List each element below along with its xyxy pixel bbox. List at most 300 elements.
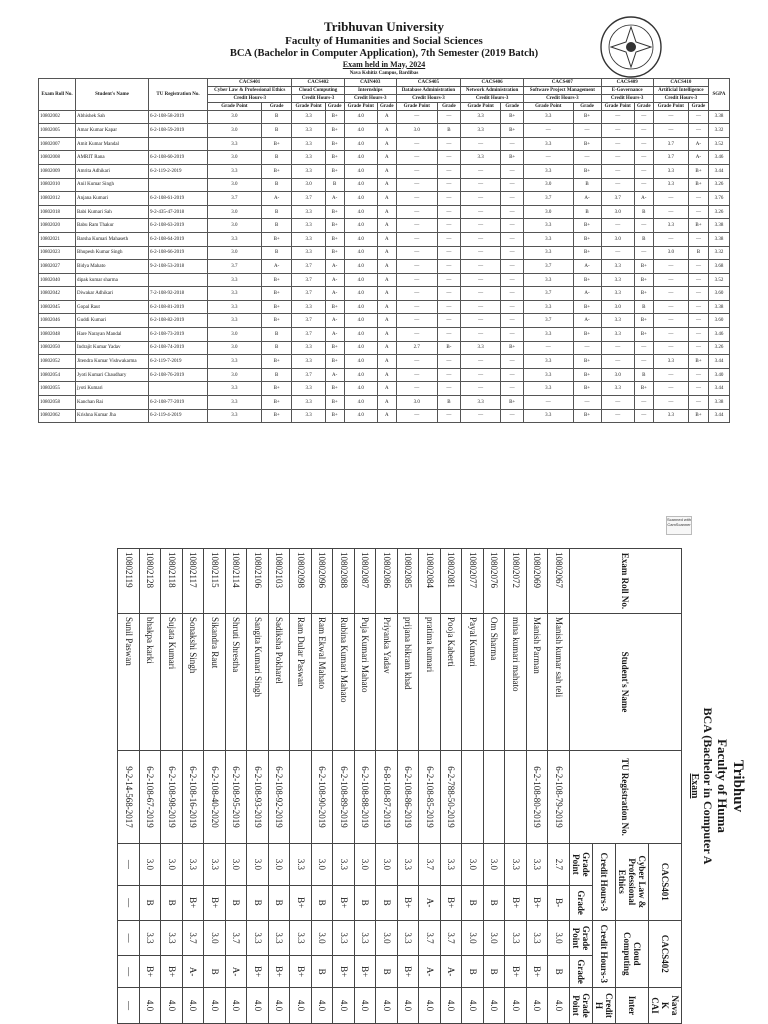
grade-cell: B — [437, 396, 460, 410]
grade-cell: — — [437, 232, 460, 246]
grade-cell: — — [573, 396, 601, 410]
reg-cell: 6-2-108-85-2019 — [419, 751, 441, 844]
reg-cell: 6-2-108-86-2019 — [398, 751, 420, 844]
grade-point-cell: — — [396, 205, 437, 219]
grade-point-cell: 3.3 — [601, 287, 634, 301]
roll-cell: 10802069 — [527, 549, 549, 614]
grade-point-cell: 3.0 — [462, 844, 484, 886]
grade-point-cell: 3.3 — [505, 920, 527, 956]
reg-cell — [149, 382, 208, 396]
grade-cell: B+ — [325, 382, 344, 396]
grade-cell: B — [573, 178, 601, 192]
grade-point-cell: 4.0 — [290, 987, 312, 1023]
grade-point-cell: 3.0 — [396, 124, 437, 138]
grade-point-cell: — — [653, 382, 688, 396]
grade-point-cell: 3.3 — [524, 328, 573, 342]
grade-point-cell: 3.0 — [208, 328, 262, 342]
grade-cell: B — [261, 246, 292, 260]
subject-code: CAIN403 — [344, 78, 396, 86]
grade-cell: B — [355, 885, 377, 920]
roll-cell: 10802048 — [39, 328, 76, 342]
grade-cell: B — [261, 151, 292, 165]
grade-cell: A- — [325, 328, 344, 342]
name-cell: Amrita Adhikari — [76, 164, 149, 178]
grade-point-cell: 4.0 — [226, 987, 248, 1023]
grade-cell: B+ — [325, 355, 344, 369]
reg-cell: 6-2-119-2-2019 — [149, 164, 208, 178]
subject-name: Artificial Intelligence — [653, 86, 708, 94]
grade-cell: A — [377, 341, 396, 355]
grade-point-cell: 3.3 — [292, 137, 325, 151]
reg-cell: 6-2-108-79-2019 — [548, 751, 570, 844]
reg-cell: 6-2-119-4-2019 — [149, 409, 208, 423]
program-title: BCA (Bachelor in Computer Application), 7th Semester (2019 Batch) — [229, 47, 539, 59]
table-row — [39, 300, 730, 314]
reg-cell: 6-2-108-60-2019 — [149, 151, 208, 165]
grade-point-cell: 3.7 — [441, 920, 463, 956]
grade-cell: — — [688, 314, 708, 328]
subject-name: Cyber Law & Professional Ethics — [208, 86, 292, 94]
grade-cell: B+ — [325, 137, 344, 151]
grade-point-cell: 4.0 — [344, 178, 377, 192]
grade-point-cell: — — [524, 124, 573, 138]
name-cell: Amit Kumar Mandal — [76, 137, 149, 151]
grade-cell: B — [269, 885, 291, 920]
subject-name: Software Project Management — [524, 86, 601, 94]
subject-code: CACS410 — [653, 78, 708, 86]
table-row — [39, 396, 730, 410]
grade-point-cell: 3.0 — [247, 844, 269, 886]
grade-cell: A — [377, 314, 396, 328]
grade-point-cell: 3.3 — [461, 151, 501, 165]
grade-point-cell: 3.3 — [292, 219, 325, 233]
table-row — [39, 409, 730, 423]
grade-point-cell: 3.3 — [461, 110, 501, 124]
grade-cell: B+ — [261, 409, 292, 423]
grade-cell: B+ — [325, 341, 344, 355]
grade-point-cell: — — [461, 232, 501, 246]
grade-cell: — — [437, 355, 460, 369]
faculty-title: Faculty of Humanities and Social Sciences — [285, 34, 483, 47]
grade-cell: B — [161, 885, 183, 920]
sgpa-cell: 3.32 — [709, 124, 730, 138]
grade-point-cell: 3.0 — [208, 341, 262, 355]
grade-point-cell: — — [653, 124, 688, 138]
reg-cell — [462, 751, 484, 844]
grade-cell: B+ — [441, 885, 463, 920]
grade-point-cell: 3.3 — [441, 844, 463, 886]
grade-point-cell: 3.3 — [292, 409, 325, 423]
reg-cell — [149, 137, 208, 151]
grade-point-cell: 3.3 — [140, 920, 162, 956]
grade-point-cell: 3.3 — [292, 396, 325, 410]
grade-cell: — — [437, 246, 460, 260]
grade-cell: A- — [573, 192, 601, 206]
grade-cell: A — [377, 300, 396, 314]
grade-point-cell: 3.0 — [208, 178, 262, 192]
name-cell: Babi Kumari Sah — [76, 205, 149, 219]
grade-cell: A- — [419, 885, 441, 920]
grade-point-cell: 3.3 — [204, 844, 226, 886]
subject-name: Cyber Law & Professional Ethics — [616, 844, 649, 921]
name-cell: Anjana Kumari — [76, 192, 149, 206]
grade-cell: — — [437, 328, 460, 342]
grade-point-cell: — — [396, 300, 437, 314]
grade-cell: B+ — [501, 124, 524, 138]
table-row — [39, 246, 730, 260]
credit-hours: Credit Hours-3 — [461, 94, 524, 102]
grade-cell: A- — [325, 314, 344, 328]
grade-cell: B+ — [325, 164, 344, 178]
col-name: Student's Name — [570, 614, 682, 751]
grade-cell: A — [377, 110, 396, 124]
grade-point-cell: 3.3 — [524, 137, 573, 151]
subject-code: CACS401 — [208, 78, 292, 86]
subject-code: CACS405 — [396, 78, 460, 86]
grade-cell: — — [688, 205, 708, 219]
grade-cell: B — [484, 885, 506, 920]
grade-cell: B+ — [573, 382, 601, 396]
grade-point-cell: 4.0 — [247, 987, 269, 1023]
reg-cell — [149, 178, 208, 192]
grade-point-cell: — — [524, 396, 573, 410]
name-cell: Jitendra Kumar Vishwakarma — [76, 355, 149, 369]
grade-point-cell: — — [396, 232, 437, 246]
roll-cell: 10802058 — [39, 396, 76, 410]
sgpa-cell: 3.38 — [709, 232, 730, 246]
grade-cell: B — [261, 110, 292, 124]
grade-cell: A- — [634, 192, 653, 206]
roll-cell: 10802087 — [355, 549, 377, 614]
reg-cell — [505, 751, 527, 844]
grade-point-cell: — — [396, 287, 437, 301]
reg-cell: 6-2-108-16-2019 — [183, 751, 205, 844]
grade-cell: A — [377, 260, 396, 274]
grade-point-cell: 3.3 — [601, 328, 634, 342]
camscanner-stamp — [666, 516, 692, 535]
grade-point-label: Grade Point — [653, 102, 688, 110]
grade-cell: B — [634, 300, 653, 314]
grade-point-cell: 4.0 — [344, 368, 377, 382]
grade-cell: — — [437, 260, 460, 274]
name-cell: Manish Parman — [527, 614, 549, 751]
credit-hours: Credit Hours-3 — [593, 920, 616, 987]
roll-cell: 10802005 — [39, 124, 76, 138]
grade-point-cell: 3.0 — [396, 396, 437, 410]
grade-cell: B+ — [634, 314, 653, 328]
roll-cell: 10802012 — [39, 192, 76, 206]
roll-cell: 10802062 — [39, 409, 76, 423]
grade-cell: B+ — [573, 368, 601, 382]
grade-point-cell: — — [653, 328, 688, 342]
sgpa-cell: 3.46 — [709, 328, 730, 342]
grade-point-cell: 4.0 — [344, 355, 377, 369]
rotated-program-title: BCA (Bachelor in Computer A — [700, 707, 715, 865]
grade-cell: B+ — [261, 396, 292, 410]
grade-point-cell: 4.0 — [344, 232, 377, 246]
grade-cell: B+ — [573, 137, 601, 151]
grade-point-cell: 4.0 — [344, 124, 377, 138]
sgpa-cell: 3.52 — [709, 273, 730, 287]
grade-label: Grade — [261, 102, 292, 110]
grade-cell: — — [437, 287, 460, 301]
grade-point-cell: 3.0 — [653, 246, 688, 260]
grade-cell: — — [501, 355, 524, 369]
grade-point-cell: 4.0 — [183, 987, 205, 1023]
grade-cell: — — [501, 137, 524, 151]
grade-point-cell: — — [461, 355, 501, 369]
grade-point-cell: 4.0 — [527, 987, 549, 1023]
grade-point-cell: 3.3 — [247, 920, 269, 956]
grade-point-cell: 3.0 — [269, 844, 291, 886]
grade-cell: B — [462, 885, 484, 920]
roll-cell: 10802085 — [398, 549, 420, 614]
grade-label: Grade — [325, 102, 344, 110]
roll-cell: 10802106 — [247, 549, 269, 614]
roll-cell: 10802021 — [39, 232, 76, 246]
roll-cell: 10802027 — [39, 260, 76, 274]
table-row — [39, 178, 730, 192]
roll-cell: 10802052 — [39, 355, 76, 369]
roll-cell: 10802096 — [312, 549, 334, 614]
grade-point-cell: 3.3 — [292, 341, 325, 355]
grade-cell: B — [261, 178, 292, 192]
roll-cell: 10802077 — [462, 549, 484, 614]
grade-cell: A — [377, 382, 396, 396]
grade-point-cell: 4.0 — [344, 260, 377, 274]
grade-cell: — — [437, 368, 460, 382]
grade-point-cell: — — [653, 232, 688, 246]
grade-cell: A — [377, 287, 396, 301]
grade-point-cell: 3.3 — [292, 124, 325, 138]
campus-name: Nava Kshitiz Campus, Bardibas — [349, 70, 419, 76]
grade-point-cell: 3.3 — [653, 178, 688, 192]
table-row — [39, 341, 730, 355]
grade-point-cell: — — [601, 151, 634, 165]
grade-point-cell: — — [653, 287, 688, 301]
grade-point-cell: 3.0 — [204, 920, 226, 956]
reg-cell: 6-2-108-64-2019 — [149, 232, 208, 246]
grade-cell: — — [634, 396, 653, 410]
table-row — [39, 287, 730, 301]
roll-cell: 10802023 — [39, 246, 76, 260]
grade-point-cell: 3.7 — [292, 314, 325, 328]
grade-cell: B+ — [688, 409, 708, 423]
subject-code-fragment: CAI — [650, 997, 660, 1014]
grade-cell: — — [501, 219, 524, 233]
grade-cell: A- — [261, 260, 292, 274]
grade-point-cell: 3.3 — [208, 232, 262, 246]
grade-cell: B+ — [261, 355, 292, 369]
grade-cell: B+ — [573, 273, 601, 287]
name-cell: Barsha Kumari Mahaseth — [76, 232, 149, 246]
roll-cell: 10802088 — [333, 549, 355, 614]
sgpa-cell: 3.26 — [709, 205, 730, 219]
grade-point-cell: — — [653, 205, 688, 219]
grade-point-cell: — — [653, 341, 688, 355]
grade-point-cell: — — [601, 219, 634, 233]
table-row — [39, 164, 730, 178]
university-title: Tribhuvan University — [323, 19, 445, 34]
grade-point-cell: 4.0 — [344, 328, 377, 342]
name-cell: Priyanka Yadav — [376, 614, 398, 751]
campus-fragment: Nava K — [660, 995, 680, 1016]
grade-cell: — — [634, 110, 653, 124]
table-row — [140, 549, 162, 1024]
grade-cell: B+ — [573, 219, 601, 233]
grade-point-cell: 3.3 — [208, 164, 262, 178]
grade-cell: — — [688, 273, 708, 287]
table-row — [39, 137, 730, 151]
table-row — [247, 549, 269, 1024]
grade-point-cell: 3.7 — [292, 328, 325, 342]
name-cell: Amar Kumar Kapar — [76, 124, 149, 138]
grade-cell: A- — [325, 287, 344, 301]
grade-point-cell: 3.0 — [208, 110, 262, 124]
sgpa-cell: 3.26 — [709, 178, 730, 192]
grade-point-cell: 3.3 — [601, 273, 634, 287]
grade-cell: — — [501, 409, 524, 423]
grade-point-cell: 3.7 — [524, 287, 573, 301]
grade-point-cell: 3.3 — [461, 124, 501, 138]
grade-cell: B+ — [325, 205, 344, 219]
grade-point-cell: — — [396, 178, 437, 192]
grade-cell: — — [437, 192, 460, 206]
grade-cell: A — [377, 164, 396, 178]
sgpa-cell: 3.38 — [709, 219, 730, 233]
grade-point-cell: 3.3 — [208, 300, 262, 314]
grade-point-cell: — — [524, 341, 573, 355]
subject-code — [649, 987, 682, 1023]
grade-point-cell: 3.3 — [524, 409, 573, 423]
grade-point-cell: 3.3 — [208, 382, 262, 396]
reg-cell — [149, 273, 208, 287]
grade-cell: B+ — [573, 110, 601, 124]
grade-point-cell: — — [601, 110, 634, 124]
reg-cell: 6-2-108-74-2019 — [149, 341, 208, 355]
grade-cell: B+ — [634, 273, 653, 287]
name-cell: Puja Kumari Mahato — [355, 614, 377, 751]
table-row — [548, 549, 570, 1024]
grade-point-cell: 4.0 — [344, 246, 377, 260]
sgpa-cell: 3.38 — [709, 110, 730, 124]
name-cell: pratima kumari — [419, 614, 441, 751]
grade-point-cell: 3.3 — [292, 110, 325, 124]
university-seal-icon — [598, 14, 664, 80]
table-row — [505, 549, 527, 1024]
grade-cell: B+ — [573, 409, 601, 423]
grade-point-cell: 3.0 — [355, 844, 377, 886]
reg-cell: 7-2-108-92-2018 — [149, 287, 208, 301]
sgpa-cell: 3.68 — [709, 260, 730, 274]
grade-point-cell: 4.0 — [344, 110, 377, 124]
grade-point-cell: 3.3 — [653, 355, 688, 369]
grade-point-cell: — — [396, 151, 437, 165]
reg-cell — [290, 751, 312, 844]
grade-point-cell: 4.0 — [344, 409, 377, 423]
grade-cell: A — [377, 192, 396, 206]
subject-code: CACS409 — [601, 78, 653, 86]
table-row — [527, 549, 549, 1024]
grade-point-cell: 3.0 — [208, 246, 262, 260]
grade-cell: B — [437, 124, 460, 138]
grade-cell: — — [634, 355, 653, 369]
table-row — [290, 549, 312, 1024]
grade-point-label: Grade Point — [396, 102, 437, 110]
grade-point-cell: 3.0 — [208, 124, 262, 138]
grade-point-cell: 3.0 — [524, 205, 573, 219]
grade-point-cell: 3.3 — [292, 232, 325, 246]
grade-point-cell: 2.7 — [396, 341, 437, 355]
grade-cell: — — [688, 124, 708, 138]
grade-point-cell: — — [653, 314, 688, 328]
grade-point-cell: 3.0 — [601, 205, 634, 219]
table-row — [484, 549, 506, 1024]
roll-cell: 10802117 — [183, 549, 205, 614]
grade-cell: A — [377, 396, 396, 410]
grade-point-cell: — — [461, 260, 501, 274]
roll-cell: 10802050 — [39, 341, 76, 355]
credit-hours: Credit Hours-3 — [208, 94, 292, 102]
grade-cell: B+ — [333, 885, 355, 920]
grade-cell: B — [634, 205, 653, 219]
sgpa-cell: 3.38 — [709, 300, 730, 314]
grade-cell: A — [377, 219, 396, 233]
grade-cell: — — [634, 219, 653, 233]
grade-point-cell: 3.3 — [653, 409, 688, 423]
subject-name: E-Governance — [601, 86, 653, 94]
grade-cell: B+ — [140, 956, 162, 988]
grade-cell: B+ — [688, 164, 708, 178]
rotated-results-table — [118, 548, 683, 1024]
reg-cell: 6-2-788-50-2019 — [441, 751, 463, 844]
name-cell: Jyoti Kumari Chaudhary — [76, 368, 149, 382]
grade-cell: A — [377, 232, 396, 246]
grade-cell: — — [501, 205, 524, 219]
table-row — [39, 124, 730, 138]
grade-point-cell: 3.0 — [312, 844, 334, 886]
grade-point-cell: 3.7 — [208, 192, 262, 206]
grade-point-cell: — — [396, 328, 437, 342]
roll-cell: 10802114 — [226, 549, 248, 614]
grade-cell: — — [437, 164, 460, 178]
grade-point-cell: 3.0 — [462, 920, 484, 956]
grade-point-cell: 4.0 — [548, 987, 570, 1023]
grade-point-cell: — — [118, 920, 140, 956]
grade-cell: — — [634, 341, 653, 355]
name-cell: jyoti Kumari — [76, 382, 149, 396]
table-row — [39, 205, 730, 219]
table-row — [39, 151, 730, 165]
roll-cell: 10802067 — [548, 549, 570, 614]
stamp-line-1: Scanned with — [667, 517, 692, 522]
name-cell: Sikandra Raut — [204, 614, 226, 751]
grade-point-cell: 2.7 — [548, 844, 570, 886]
grade-point-cell: — — [653, 260, 688, 274]
grade-cell: A- — [573, 260, 601, 274]
roll-cell: 10802128 — [140, 549, 162, 614]
result-sheet-page-2 — [74, 548, 750, 1024]
grade-cell: B — [312, 885, 334, 920]
reg-cell: 6-2-108-81-2019 — [149, 300, 208, 314]
name-cell: prijana bikram khad — [398, 614, 420, 751]
reg-cell: 6-2-108-90-2019 — [312, 751, 334, 844]
grade-point-cell: 3.3 — [601, 260, 634, 274]
grade-cell: — — [688, 341, 708, 355]
grade-cell: — — [501, 382, 524, 396]
grade-cell: — — [501, 164, 524, 178]
reg-cell: 6-2-108-93-2019 — [247, 751, 269, 844]
